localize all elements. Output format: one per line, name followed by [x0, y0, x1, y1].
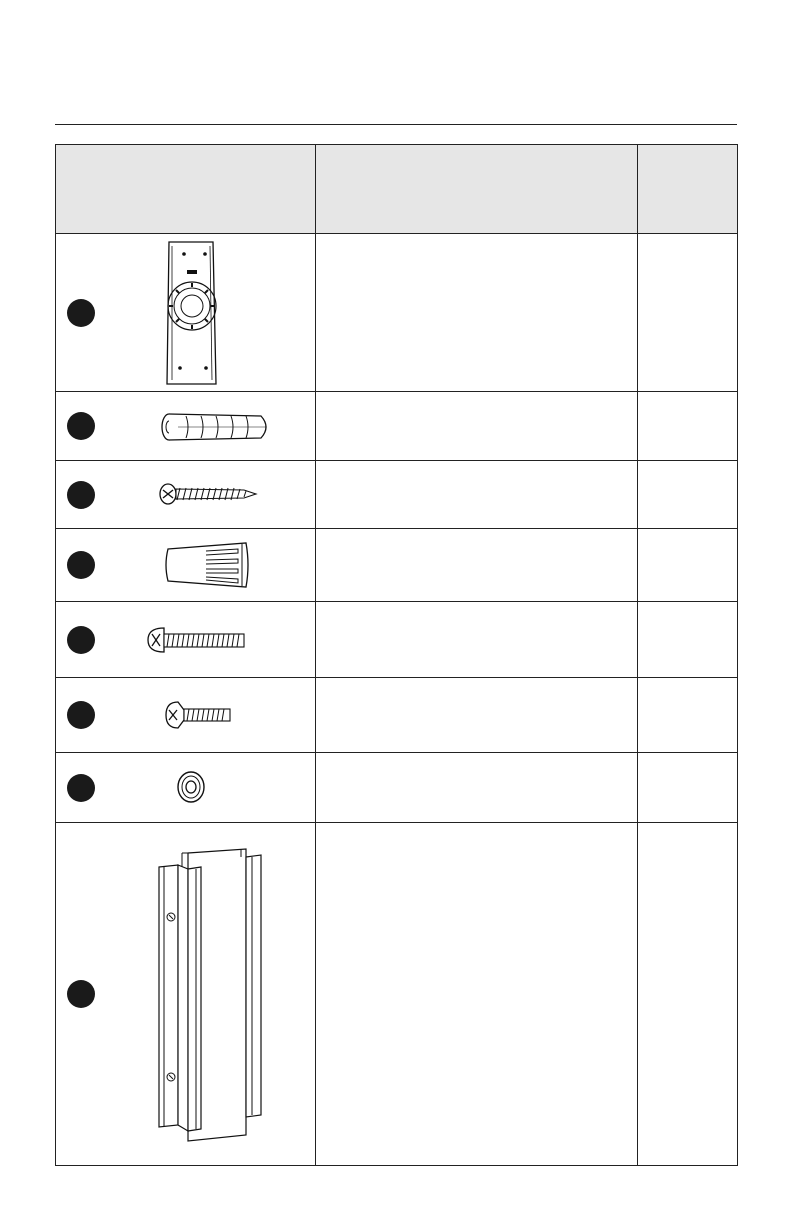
header-description [316, 145, 638, 234]
part-quantity [638, 678, 738, 753]
part-quantity [638, 529, 738, 602]
part-quantity [638, 461, 738, 529]
part-image-cell [56, 678, 316, 753]
table-row [56, 678, 738, 753]
part-description [316, 234, 638, 392]
wire-nut-icon [56, 529, 316, 602]
mounting-bracket-icon [56, 234, 316, 392]
table-row [56, 392, 738, 461]
part-description [316, 529, 638, 602]
part-image-cell [56, 753, 316, 823]
table-row [56, 602, 738, 678]
part-description [316, 461, 638, 529]
parts-table [55, 144, 738, 1166]
part-description [316, 602, 638, 678]
header-part [56, 145, 316, 234]
part-image-cell [56, 602, 316, 678]
table-row [56, 234, 738, 392]
wedge-block-icon [56, 823, 316, 1166]
part-image-cell [56, 529, 316, 602]
part-image-cell [56, 823, 316, 1166]
washer-icon [56, 753, 316, 823]
table-row [56, 823, 738, 1166]
part-image-cell [56, 392, 316, 461]
part-description [316, 392, 638, 461]
header-quantity [638, 145, 738, 234]
part-description [316, 678, 638, 753]
header-rule [55, 124, 737, 125]
part-quantity [638, 234, 738, 392]
wood-screw-icon [56, 461, 316, 529]
part-image-cell [56, 234, 316, 392]
part-quantity [638, 602, 738, 678]
table-row [56, 461, 738, 529]
part-image-cell [56, 461, 316, 529]
part-quantity [638, 392, 738, 461]
table-row [56, 753, 738, 823]
flat-head-screw-icon [56, 678, 316, 753]
part-quantity [638, 823, 738, 1166]
part-description [316, 753, 638, 823]
round-head-screw-icon [56, 602, 316, 678]
table-row [56, 529, 738, 602]
wall-anchor-icon [56, 392, 316, 461]
table-header-row [56, 145, 738, 234]
part-description [316, 823, 638, 1166]
part-quantity [638, 753, 738, 823]
